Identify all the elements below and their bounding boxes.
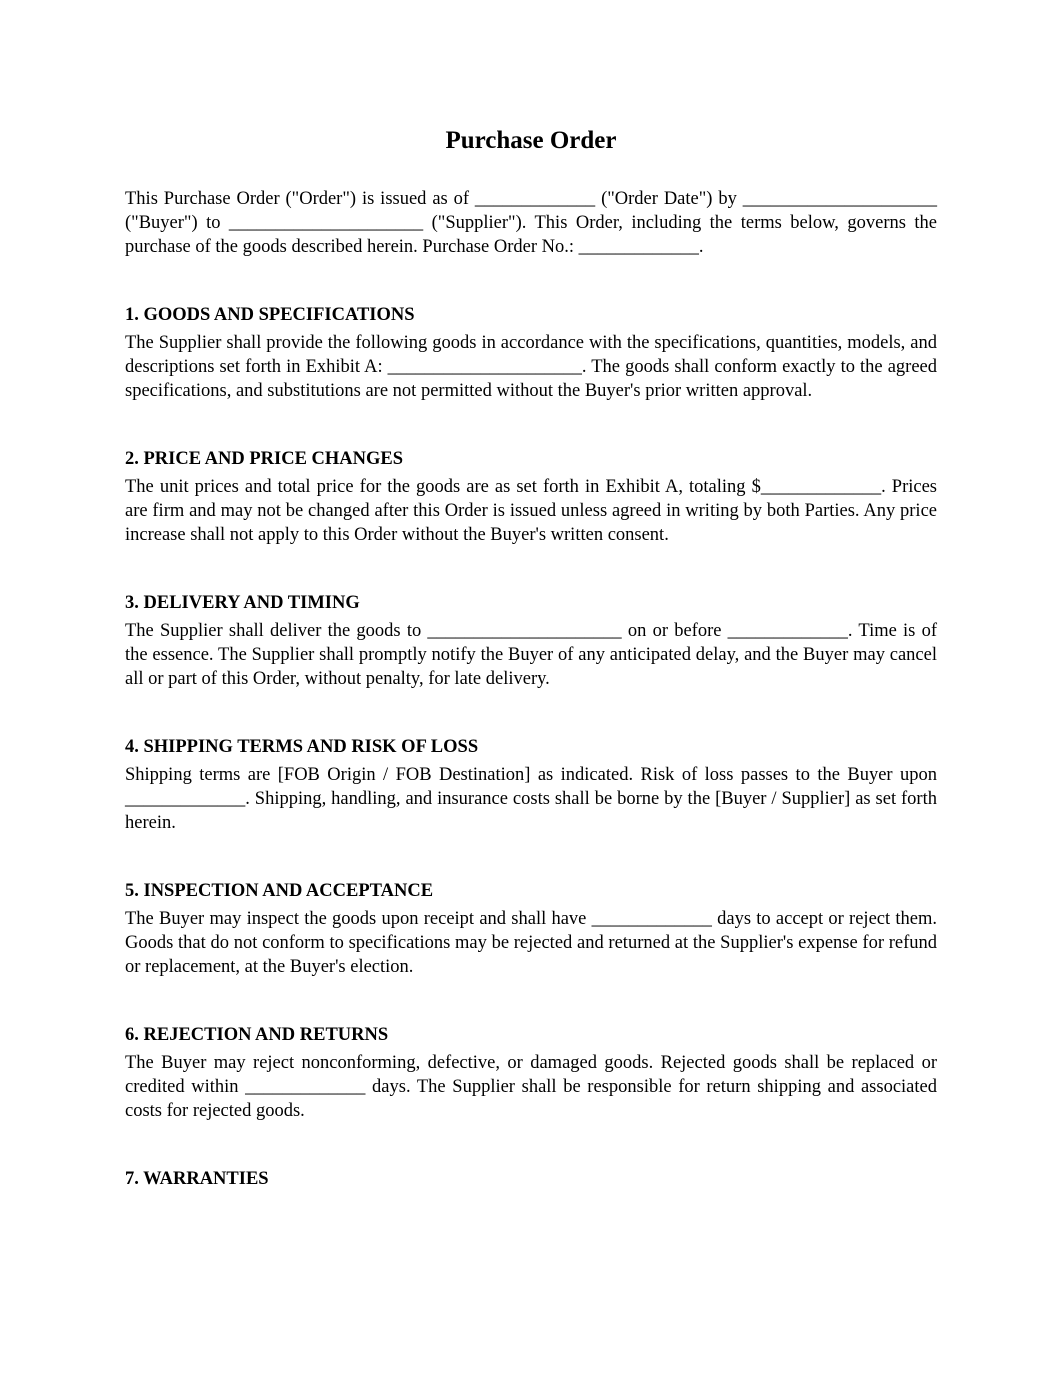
section-goods-and-specifications	[125, 303, 937, 403]
section-heading: 7. WARRANTIES	[125, 1169, 269, 1189]
section-body: The Supplier shall provide the following goods in accordance with the specifications, quantities, models, and descriptions set forth in Exhibit A: _____________________. The goods shall conform exactly to the agreed specifications, and substitutions are not permitted without the Buyer's prior written approval.	[125, 333, 937, 401]
document-title: Purchase Order	[445, 127, 617, 154]
section-heading: 2. PRICE AND PRICE CHANGES	[125, 449, 404, 469]
section-shipping-terms-and-risk-of-loss	[125, 735, 937, 835]
section-inspection-and-acceptance	[125, 879, 937, 979]
section-body: The Buyer may reject nonconforming, defective, or damaged goods. Rejected goods shall be replaced or credited within _____________ days. The Supplier shall be responsible for return shipping and associated costs for rejected goods.	[125, 1053, 937, 1121]
section-heading: 6. REJECTION AND RETURNS	[125, 1025, 389, 1045]
section-body: Shipping terms are [FOB Origin / FOB Destination] as indicated. Risk of loss passes to the Buyer upon _____________. Shipping, handling, and insurance costs shall be borne by the [Buyer / Supplier] as set forth herein.	[125, 765, 937, 833]
section-rejection-and-returns	[125, 1023, 937, 1123]
section-heading: 1. GOODS AND SPECIFICATIONS	[125, 305, 415, 325]
section-warranties	[125, 1167, 937, 1191]
section-body: The Supplier shall deliver the goods to _____________________ on or before _____________. Time is of the essence. The Supplier shall promptly notify the Buyer of any anticipated delay, and the Buyer may cancel all or part of this Order, without penalty, for late delivery.	[125, 621, 937, 689]
section-price-and-price-changes	[125, 447, 937, 547]
section-heading: 3. DELIVERY AND TIMING	[125, 593, 360, 613]
section-body: The Buyer may inspect the goods upon receipt and shall have _____________ days to accept or reject them. Goods that do not conform to specifications may be rejected and returned at the Supplier's expense for refund or replacement, at the Buyer's election.	[125, 909, 937, 977]
section-delivery-and-timing	[125, 591, 937, 691]
intro-paragraph: This Purchase Order ("Order") is issued as of _____________ ("Order Date") by _____________________ ("Buyer") to _____________________ ("Supplier"). This Order, including the terms below, governs the purchase of the goods described herein. Purchase Order No.: _____________.	[125, 189, 937, 257]
document-page	[125, 118, 937, 1195]
section-heading: 5. INSPECTION AND ACCEPTANCE	[125, 881, 434, 901]
section-body: The unit prices and total price for the goods are as set forth in Exhibit A, totaling $_____________. Prices are firm and may not be changed after this Order is issued unless agreed in writing by both Parties. Any price increase shall not apply to this Order without the Buyer's written consent.	[125, 477, 937, 545]
section-heading: 4. SHIPPING TERMS AND RISK OF LOSS	[125, 737, 479, 757]
